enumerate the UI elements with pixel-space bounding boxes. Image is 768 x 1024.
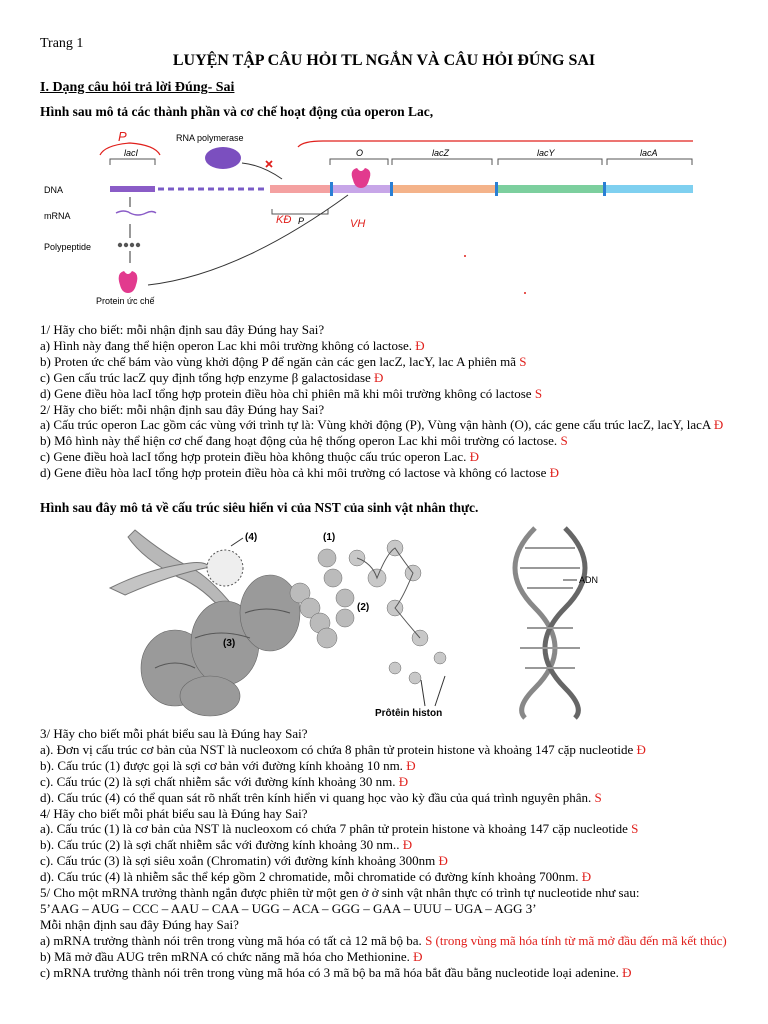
q2-a: a) Cấu trúc operon Lac gồm các vùng với trình tự là: Vùng khởi động (P), Vùng vận hành (O), các gene cấu trúc lacZ, lacY, lacA Đ xyxy=(40,417,724,433)
polypeptide-label: Polypeptide xyxy=(44,242,92,252)
q2-head: 2/ Hãy cho biết: mỗi nhận định sau đây Đúng hay Sai? xyxy=(40,401,325,417)
q2-c: c) Gene điều hoà lacI tổng hợp protein điều hòa không thuộc cấu trúc operon Lac. Đ xyxy=(40,449,479,465)
q3-d: d). Cấu trúc (4) có thể quan sát rõ nhất trên kính hiển vi quang học vào kỳ đầu của quá trình nguyên phân. S xyxy=(40,789,602,805)
handwritten-kd: KĐ xyxy=(276,214,292,226)
repressor-protein xyxy=(119,271,138,293)
adn-label: ADN xyxy=(579,575,599,585)
page-title: LUYỆN TẬP CÂU HỎI TL NGẮN VÀ CÂU HỎI ĐÚNG SAI xyxy=(172,52,596,69)
q4-c: c). Cấu trúc (3) là sợi siêu xoắn (Chromatin) với đường kính khoảng 300nm Đ xyxy=(40,853,448,869)
label-1: (1) xyxy=(323,532,336,543)
o-label: O xyxy=(356,148,364,158)
lacy-label: lacY xyxy=(537,148,555,158)
label-4: (4) xyxy=(245,532,258,543)
q1-d: d) Gene điều hòa lacI tổng hợp protein điều hòa chỉ phiên mã khi môi trường không có lactose S xyxy=(40,385,543,401)
question-3 xyxy=(40,726,730,981)
laca-segment xyxy=(605,185,693,193)
q4-head: 4/ Hãy cho biết mỗi phát biểu sau là Đúng hay Sai? xyxy=(40,805,308,821)
page-label: Trang 1 xyxy=(40,36,84,51)
q2-d: d) Gene điều hòa lacI tổng hợp protein điều hòa cả khi môi trường có lactose và không có lactose Đ xyxy=(40,465,559,481)
lacz-label: lacZ xyxy=(432,148,450,158)
q5-head: 5/ Cho một mRNA trưởng thành ngắn được phiên từ một gen ở ở sinh vật nhân thực có trình tự nucleotide như sau: xyxy=(40,885,640,901)
chromosome-figure xyxy=(95,518,655,723)
q5-b: b) Mã mở đầu AUG trên mRNA có chức năng mã hóa cho Methionine. Đ xyxy=(40,948,423,964)
operon-lac-figure xyxy=(40,125,730,320)
histon-label: Prôtêin histon xyxy=(375,708,443,719)
question-1 xyxy=(40,322,730,481)
promoter-segment xyxy=(270,185,330,193)
q4-d: d). Cấu trúc (4) là nhiễm sắc thể kép gồm 2 chromatide, mỗi chromatide có đường kính khoảng 700nm. Đ xyxy=(40,869,592,885)
rna-polymerase-shape xyxy=(205,147,241,169)
q5-sequence: 5’AAG – AUG – CCC – AAU – CAA – UGG – ACA – GGG – GAA – UUU – UGA – AGG 3’ xyxy=(40,900,537,916)
section-heading: I. Dạng câu hỏi trả lời Đúng- Sai xyxy=(40,80,235,95)
figure1-caption: Hình sau mô tả các thành phần và cơ chế hoạt động của operon Lac, xyxy=(40,104,434,119)
protein-label: Protein ức chế xyxy=(96,296,155,306)
lacy-segment xyxy=(495,185,605,193)
q4-a: a). Cấu trúc (1) là cơ bản của NST là nucleoxom có chứa 7 phân tử protein histone và khoảng 147 cặp nucleotide S xyxy=(40,821,639,837)
q5-ask: Mỗi nhận định sau đây Đúng hay Sai? xyxy=(40,916,239,932)
fiber-2 xyxy=(290,549,354,648)
lacz-segment xyxy=(390,185,495,193)
rna-polymerase-label: RNA polymerase xyxy=(176,133,244,143)
p-label: P xyxy=(298,216,305,226)
mrna-label: mRNA xyxy=(44,211,71,221)
q5-a: a) mRNA trưởng thành nói trên trong vùng mã hóa có tất cả 12 mã bộ ba. S (trong vùng mã hóa tính từ mã mở đầu đến mã kết thúc) xyxy=(40,932,727,948)
q4-b: b). Cấu trúc (2) là sợi chất nhiễm sắc với đường kính khoảng 30 nm.. Đ xyxy=(40,837,413,853)
laca-label: lacA xyxy=(640,148,658,158)
q3-c: c). Cấu trúc (2) là sợi chất nhiễm sắc với đường kính khoảng 30 nm. Đ xyxy=(40,773,409,789)
figure2-caption: Hình sau đây mô tả về cấu trúc siêu hiển vi của NST của sinh vật nhân thực. xyxy=(40,500,479,515)
q3-b: b). Cấu trúc (1) được gọi là sợi cơ bản với đường kính khoảng 10 nm. Đ xyxy=(40,757,416,773)
handwritten-vh: VH xyxy=(350,218,366,230)
laci-label: lacI xyxy=(124,148,139,158)
q3-a: a). Đơn vị cấu trúc cơ bản của NST là nucleoxom có chứa 8 phân tử protein histone và khoảng 147 cặp nucleotide Đ xyxy=(40,741,646,757)
label-3: (3) xyxy=(223,638,236,649)
label-2: (2) xyxy=(357,602,370,613)
dna-label: DNA xyxy=(44,185,64,195)
q5-c: c) mRNA trưởng thành nói trên trong vùng mã hóa có 3 mã bộ ba mã hóa bắt đầu bằng nucleotide loại adenine. Đ xyxy=(40,964,632,980)
q1-a: a) Hình này đang thể hiện operon Lac khi môi trường không có lactose. Đ xyxy=(40,337,425,353)
q1-c: c) Gen cấu trúc lacZ quy định tổng hợp enzyme β galactosidase Đ xyxy=(40,369,384,385)
q2-b: b) Mô hình này thể hiện cơ chế đang hoạt động của hệ thống operon Lac khi môi trường có lactose. S xyxy=(40,433,568,449)
q3-head: 3/ Hãy cho biết mỗi phát biểu sau là Đúng hay Sai? xyxy=(40,726,308,741)
q1-head: 1/ Hãy cho biết: mỗi nhận định sau đây Đúng hay Sai? xyxy=(40,322,325,337)
q1-b: b) Proten ức chế bám vào vùng khởi động P để ngăn cản các gen lacZ, lacY, lac A phiên mã S xyxy=(40,353,527,369)
laci-segment xyxy=(110,186,155,192)
handwritten-p: P xyxy=(118,129,127,144)
